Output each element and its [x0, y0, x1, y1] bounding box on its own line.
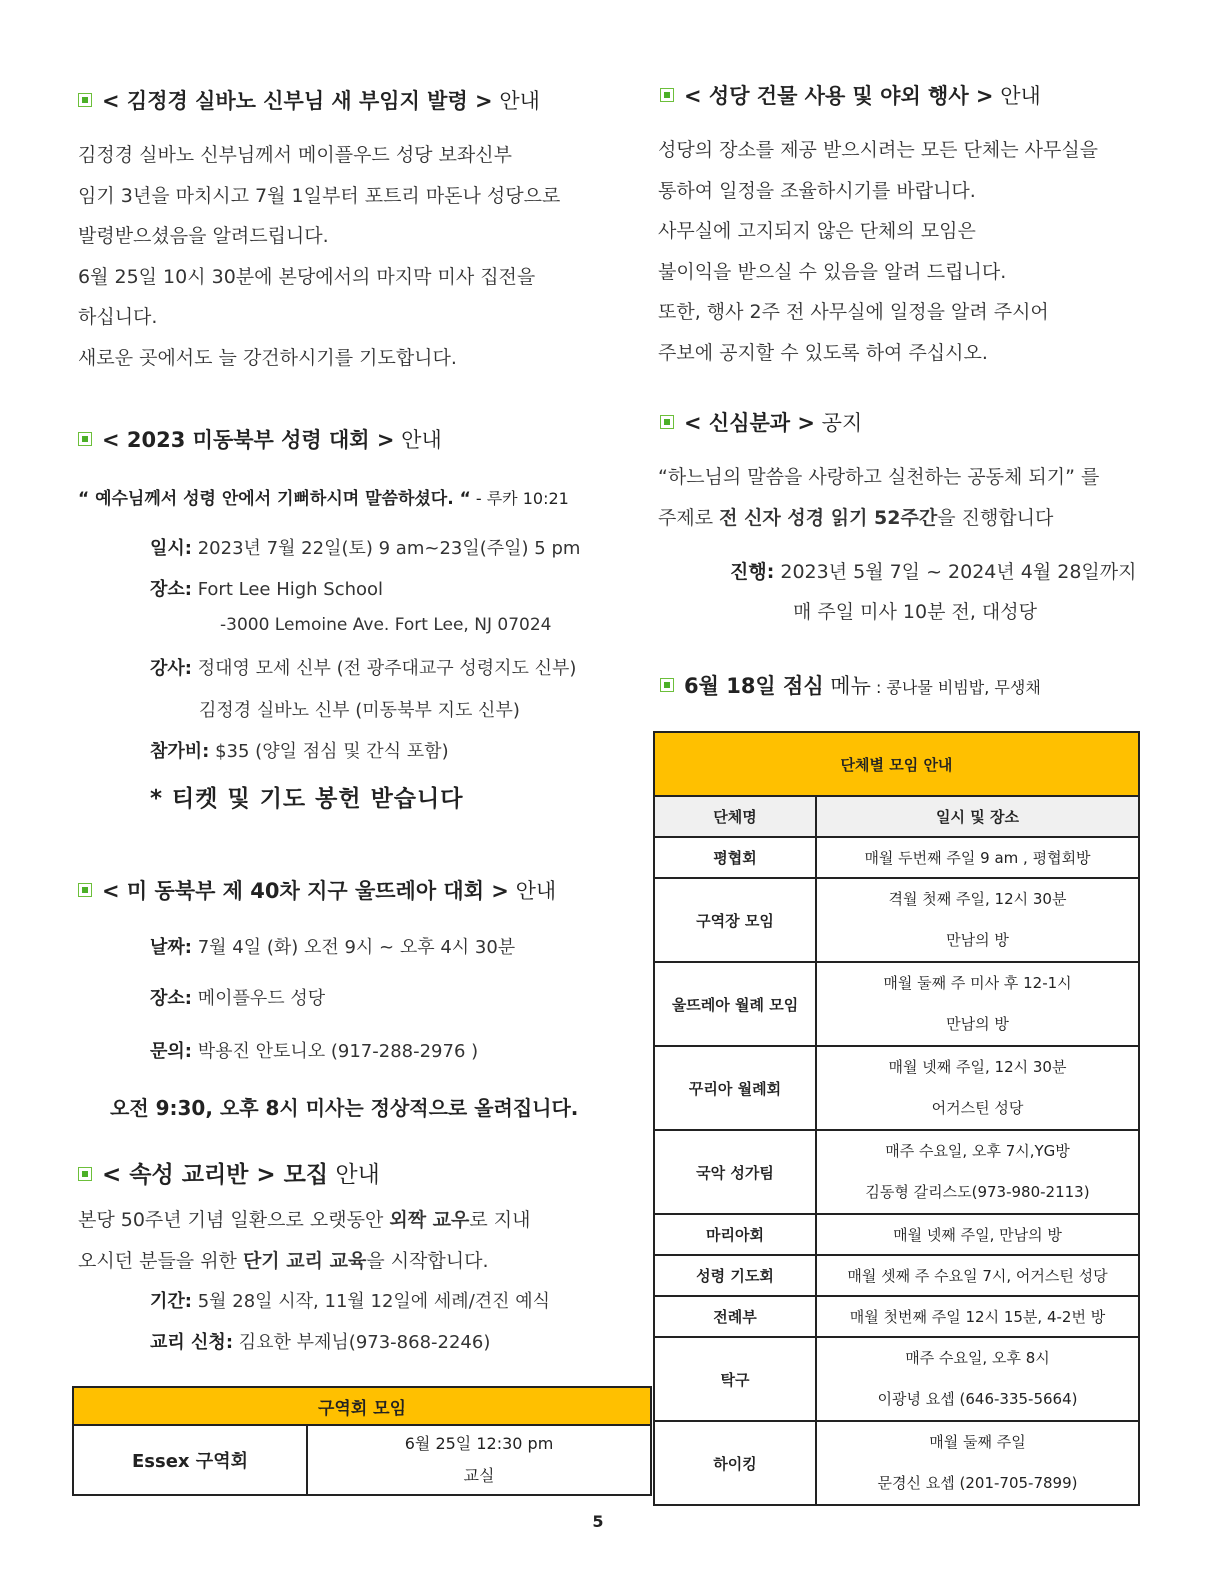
- group-name: 전례부: [654, 1296, 816, 1337]
- body-line: 불이익을 받으실 수 있음을 알려 드립니다.: [658, 260, 1007, 283]
- heading-suffix: 안내: [335, 1162, 380, 1188]
- group-schedule: [816, 878, 1139, 962]
- square-bullet-icon: [78, 883, 92, 897]
- section-heading-catechism: [78, 1161, 380, 1189]
- place-label: 장소:: [150, 988, 192, 1009]
- devotion-progress: [730, 559, 1137, 585]
- table-row: [654, 878, 1139, 962]
- text: 본당 50주년 기념 일환으로 오랫동안: [78, 1209, 390, 1231]
- date-label: 일시:: [150, 538, 192, 559]
- group-name: 성령 기도회: [654, 1255, 816, 1296]
- group-schedule: 매월 넷째 주일, 만남의 방: [816, 1214, 1139, 1255]
- schedule-line: 문경신 요셉 (201-705-7899): [877, 1474, 1078, 1492]
- body-line: 성당의 장소를 제공 받으시려는 모든 단체는 사무실을: [658, 139, 1099, 161]
- conference-speaker: [150, 656, 576, 682]
- table-row: [654, 1130, 1139, 1214]
- body-line: 주보에 공지할 수 있도록 하여 주십시오.: [658, 341, 988, 364]
- district-name: Essex 구역회: [73, 1425, 307, 1495]
- square-bullet-icon: [660, 678, 674, 692]
- heading-title: < 미 동북부 제 40차 지구 울뜨레아 대회 >: [102, 879, 509, 903]
- schedule-line: 매월 둘째 주일: [929, 1433, 1026, 1451]
- body-line: [78, 1241, 530, 1282]
- heading-suffix: 공지: [821, 411, 863, 435]
- section-heading-devotion: [660, 409, 862, 437]
- body-line: “하느님의 말씀을 사랑하고 실천하는 공동체 되기” 를: [658, 466, 1100, 488]
- body-line: 새로운 곳에서도 늘 강건하시기를 기도합니다.: [78, 346, 457, 369]
- group-schedule: [816, 1337, 1139, 1421]
- district-time-place: [307, 1425, 651, 1495]
- body-line: 6월 25일 10시 30분에 본당에서의 마지막 미사 집전을: [78, 265, 536, 288]
- page-number: 5: [592, 1512, 604, 1531]
- lunch-word: 메뉴: [823, 674, 871, 698]
- progress-label: 진행:: [730, 561, 775, 583]
- place-value: 메이플우드 성당: [191, 988, 326, 1009]
- body-line: 사무실에 고지되지 않은 단체의 모임은: [658, 220, 976, 242]
- body-line: [78, 1200, 530, 1241]
- table-title: 구역회 모임: [73, 1387, 651, 1425]
- catechism-apply: [150, 1330, 490, 1356]
- table-row: [654, 1046, 1139, 1130]
- ticket-notice: * 티켓 및 기도 봉헌 받습니다: [150, 786, 464, 812]
- conference-date: [150, 536, 580, 562]
- section-heading-holy-spirit-conference: [78, 426, 442, 454]
- quote-text: “ 예수님께서 성령 안에서 기뻐하시며 말씀하셨다. “: [78, 489, 471, 509]
- fee-value: $35 (양일 점심 및 간식 포함): [209, 741, 449, 762]
- conference-address: -3000 Lemoine Ave. Fort Lee, NJ 07024: [220, 615, 552, 635]
- group-name: 구역장 모임: [654, 878, 816, 962]
- conference-speaker-2: 김정경 실바노 신부 (미동북부 지도 신부): [199, 700, 520, 721]
- fee-label: 참가비:: [150, 741, 210, 762]
- body-line: 임기 3년을 마치시고 7월 1일부터 포트리 마돈나 성당으로: [78, 184, 561, 207]
- group-schedule: [816, 1421, 1139, 1505]
- group-meeting-table: [653, 731, 1140, 1506]
- schedule-line: 매주 수요일, 오후 8시: [905, 1349, 1050, 1367]
- body-line: 하십니다.: [78, 306, 158, 328]
- text: 주제로: [658, 506, 720, 529]
- date-value: 2023년 7월 22일(토) 9 am~23일(주일) 5 pm: [191, 538, 581, 559]
- schedule-line: 매월 둘째 주 미사 후 12-1시: [883, 974, 1072, 992]
- building-use-body: [658, 130, 1098, 373]
- schedule-line: 매월 넷째 주일, 12시 30분: [888, 1058, 1067, 1076]
- group-schedule: [816, 1046, 1139, 1130]
- table-row: [654, 1255, 1139, 1296]
- lunch-items: : 콩나물 비빔밥, 무생채: [870, 678, 1041, 697]
- lunch-title: 6월 18일 점심: [684, 674, 824, 698]
- section-heading-building-use: [660, 82, 1041, 110]
- conference-place: [150, 577, 383, 603]
- column-header-group: 단체명: [654, 796, 816, 837]
- schedule-line: 김동형 갈리스도(973-980-2113): [865, 1183, 1090, 1201]
- catechism-period: [150, 1289, 550, 1315]
- group-schedule: [816, 962, 1139, 1046]
- heading-suffix: 안내: [401, 428, 442, 452]
- schedule-line: 만남의 방: [946, 1015, 1009, 1033]
- text: 오시던 분들을 위한: [78, 1249, 243, 1272]
- ultreya-date: [150, 935, 515, 961]
- progress-value: 2023년 5월 7일 ~ 2024년 4월 28일까지: [774, 561, 1137, 583]
- table-row: [654, 962, 1139, 1046]
- section-heading-priest-transfer: [78, 87, 540, 115]
- schedule-line: 만남의 방: [946, 931, 1009, 949]
- body-line: 통하여 일정을 조율하시기를 바랍니다.: [658, 179, 976, 202]
- body-line: 김정경 실바노 신부님께서 메이플우드 성당 보좌신부: [78, 144, 512, 166]
- group-name: 탁구: [654, 1337, 816, 1421]
- emphasis: 전 신자 성경 읽기 52주간: [719, 506, 938, 529]
- group-name: 울뜨레아 월례 모임: [654, 962, 816, 1046]
- devotion-progress-2: 매 주일 미사 10분 전, 대성당: [793, 601, 1037, 623]
- bible-quote: [78, 484, 569, 509]
- section-heading-ultreya: [78, 877, 556, 905]
- table-row: [654, 1296, 1139, 1337]
- district-place: 교실: [463, 1466, 495, 1485]
- place-label: 장소:: [150, 579, 192, 600]
- group-name: 국악 성가팀: [654, 1130, 816, 1214]
- conference-fee: [150, 739, 449, 765]
- apply-label: 교리 신청:: [150, 1332, 234, 1353]
- heading-suffix: 안내: [1000, 84, 1041, 108]
- schedule-line: 이광녕 요셉 (646-335-5664): [877, 1390, 1078, 1408]
- ultreya-place: [150, 986, 325, 1012]
- ultreya-contact: [150, 1039, 478, 1065]
- group-name: 마리아회: [654, 1214, 816, 1255]
- table-row: [73, 1425, 651, 1495]
- square-bullet-icon: [78, 432, 92, 446]
- priest-transfer-body: [78, 135, 560, 378]
- contact-label: 문의:: [150, 1041, 192, 1062]
- heading-title: < 2023 미동북부 성령 대회 >: [102, 428, 395, 452]
- speaker-1: 정대영 모세 신부 (전 광주대교구 성령지도 신부): [191, 658, 577, 679]
- square-bullet-icon: [78, 1167, 92, 1181]
- table-row: [654, 1337, 1139, 1421]
- emphasis: 단기 교리 교육: [242, 1249, 367, 1272]
- table-column-header-row: [654, 796, 1139, 837]
- body-line: [658, 498, 1099, 539]
- table-header-row: [654, 732, 1139, 796]
- period-label: 기간:: [150, 1291, 192, 1312]
- table-row: [654, 1214, 1139, 1255]
- group-name: 하이킹: [654, 1421, 816, 1505]
- devotion-body: [658, 457, 1099, 538]
- period-value: 5월 28일 시작, 11월 12일에 세례/견진 예식: [191, 1291, 551, 1312]
- group-schedule: [816, 1130, 1139, 1214]
- group-schedule: 매월 두번째 주일 9 am , 평협회방: [816, 837, 1139, 878]
- square-bullet-icon: [660, 415, 674, 429]
- heading-title: < 속성 교리반 > 모집: [102, 1162, 329, 1188]
- text: 을 시작합니다.: [366, 1249, 489, 1272]
- date-value: 7월 4일 (화) 오전 9시 ~ 오후 4시 30분: [191, 937, 516, 958]
- heading-title: < 신심분과 >: [684, 411, 815, 435]
- square-bullet-icon: [660, 88, 674, 102]
- quote-source: - 루카 10:21: [470, 489, 569, 508]
- schedule-line: 어거스틴 성당: [931, 1099, 1024, 1117]
- catechism-body: [78, 1200, 530, 1281]
- table-row: [654, 1421, 1139, 1505]
- date-label: 날짜:: [150, 937, 192, 958]
- mass-notice: 오전 9:30, 오후 8시 미사는 정상적으로 올려집니다.: [110, 1096, 579, 1120]
- lunch-menu: [660, 672, 1041, 702]
- body-line: 발령받으셨음을 알려드립니다.: [78, 225, 329, 247]
- schedule-line: 격월 첫째 주일, 12시 30분: [888, 890, 1067, 908]
- group-schedule: 매월 첫번째 주일 12시 15분, 4-2번 방: [816, 1296, 1139, 1337]
- square-bullet-icon: [78, 93, 92, 107]
- text: 을 진행합니다: [937, 506, 1054, 529]
- emphasis: 외짝 교우: [389, 1209, 470, 1231]
- heading-suffix: 안내: [515, 879, 557, 903]
- district-time: 6월 25일 12:30 pm: [404, 1434, 554, 1453]
- text: 로 지내: [469, 1209, 531, 1231]
- speaker-label: 강사:: [150, 658, 192, 679]
- table-title: 단체별 모임 안내: [654, 732, 1139, 796]
- group-name: 꾸리아 월례회: [654, 1046, 816, 1130]
- district-meeting-table: [72, 1386, 652, 1496]
- heading-suffix: 안내: [499, 89, 540, 113]
- body-line: 또한, 행사 2주 전 사무실에 일정을 알려 주시어: [658, 301, 1049, 323]
- table-row: [654, 837, 1139, 878]
- group-name: 평협회: [654, 837, 816, 878]
- schedule-line: 매주 수요일, 오후 7시,YG방: [885, 1142, 1070, 1160]
- heading-title: < 김정경 실바노 신부님 새 부임지 발령 >: [102, 89, 493, 113]
- table-header-row: [73, 1387, 651, 1425]
- column-header-schedule: 일시 및 장소: [816, 796, 1139, 837]
- place-value: Fort Lee High School: [191, 579, 384, 600]
- group-schedule: 매월 셋째 주 수요일 7시, 어거스틴 성당: [816, 1255, 1139, 1296]
- apply-value: 김요한 부제님(973-868-2246): [233, 1332, 491, 1353]
- heading-title: < 성당 건물 사용 및 야외 행사 >: [684, 84, 994, 108]
- contact-value: 박용진 안토니오 (917-288-2976 ): [191, 1041, 479, 1062]
